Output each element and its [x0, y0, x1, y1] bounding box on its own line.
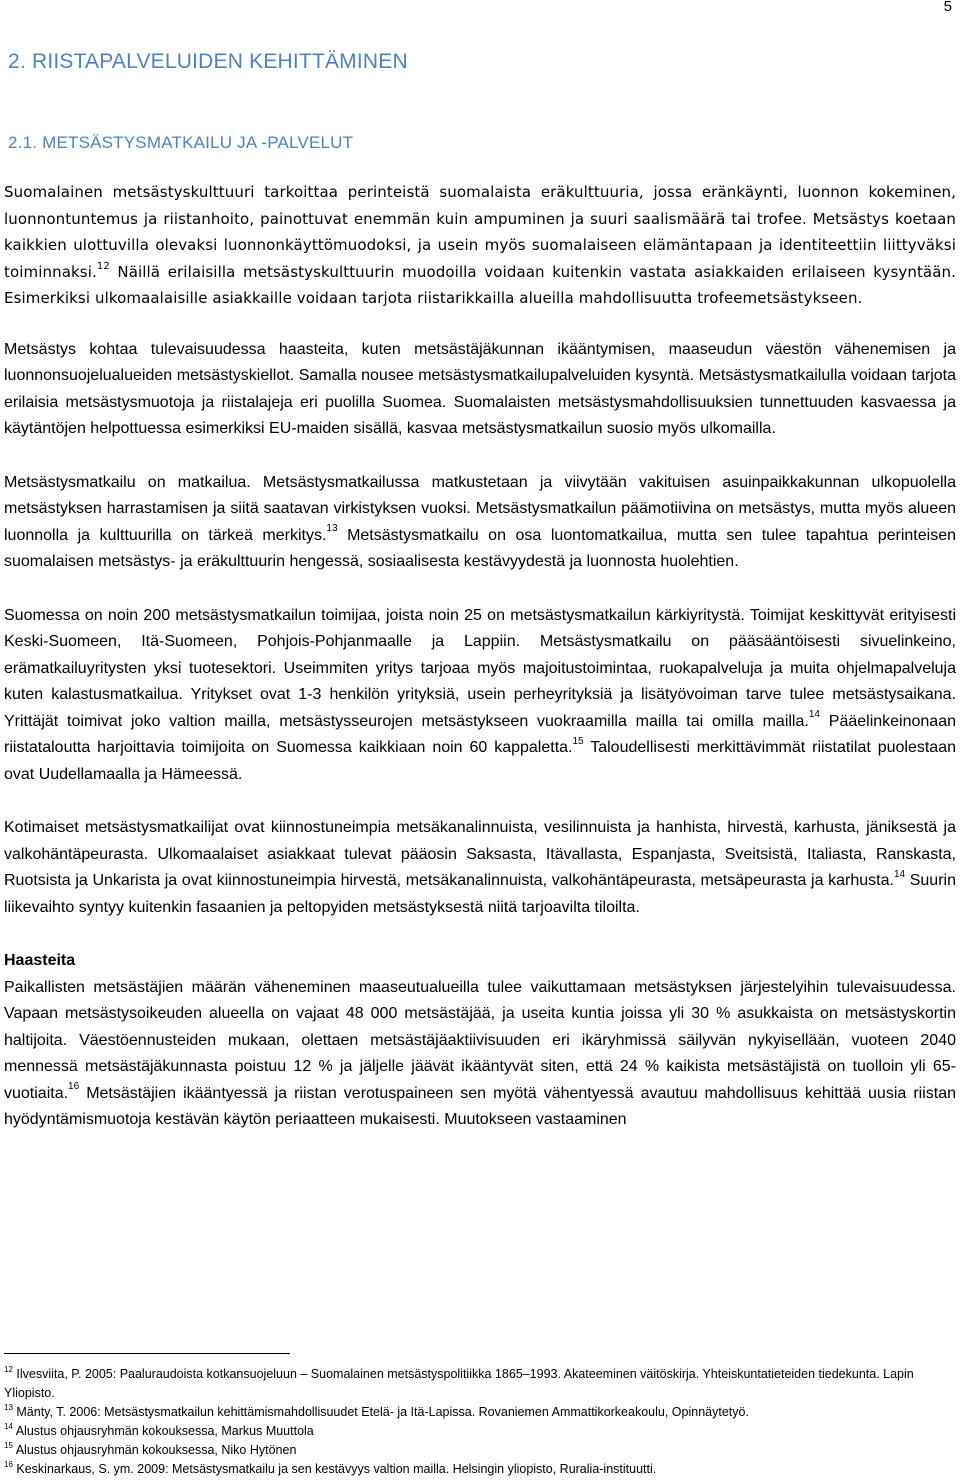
- paragraph-6-text-a: Paikallisten metsästäjien määrän väheneminen maaseutualueilla tulee vaikuttamaan metsästyksen järjestelyihin tulevaisuudessa. Vapaan metsästysoikeuden alueella on vajaat 48 000 metsästäjää, ja useita kuntia joissa yli 30 % asukkaista on metsästyskortin haltijoita. Väestöennusteiden mukaan, olettaen metsästäjäaktiivisuuden eri ikäryhmissä säilyvän nykyisellään, vuoteen 2040 mennessä metsästäjäkunnasta poistuu 12 % ja jäljelle jäävät ikääntyvät siten, että 24 % kaikista metsästäjistä on tuolloin yli 65-vuotiaita.: [4, 978, 956, 1102]
- footnote-number: 13: [4, 1402, 13, 1412]
- footnote-number: 12: [4, 1364, 13, 1374]
- footnote-text: Mänty, T. 2006: Metsästysmatkailun kehittämismahdollisuudet Etelä- ja Itä-Lapissa. Rovaniemen Ammattikorkeakoulu, Opinnäytetyö.: [16, 1405, 749, 1419]
- footnote-text: Alustus ohjausryhmän kokouksessa, Niko Hytönen: [15, 1443, 297, 1457]
- paragraph-1-text-a: Suomalainen metsästyskulttuuri tarkoittaa perinteistä suomalaista eräkulttuuria, jossa eränkäynti, luonnon kokeminen, luonnontuntemus ja riistanhoito, painottuvat enemmän kuin ampuminen ja suuri saalismäärä tai trofee. Metsästys koetaan kaikkien ulottuvilla olevaksi luonnonkäyttömuodoksi, ja usein myös suomalaiseen elämäntapaan ja identiteettiin liittyväksi toiminnaksi.: [4, 183, 956, 281]
- paragraph-1: [4, 179, 956, 312]
- paragraph-4-text-c: Taloudellisesti merkittävimmät riistatilat puolestaan ovat Uudellamaalla ja Hämeessä.: [4, 739, 956, 783]
- footnote-16: [4, 1460, 956, 1479]
- footnotes: [4, 1365, 956, 1479]
- paragraph-3-text-b: Metsästysmatkailu on osa luontomatkailua, mutta sen tulee tapahtua perinteisen suomalaisen metsästys- ja eräkulttuurin hengessä, sosiaalisesta kestävyydestä ja luonnosta huolehtien.: [4, 526, 957, 570]
- paragraph-4-text-a: Suomessa on noin 200 metsästysmatkailun toimijaa, joista noin 25 on metsästysmatkailun kärkiyritystä. Toimijat keskittyvät erityisesti Keski-Suomeen, Itä-Suomeen, Pohjois-Pohjanmaalle ja Lappiin. Metsästysmatkailu on pääsääntöisesti sivuelinkeino, erämatkailuyritysten yksi tuotesektori. Useimmiten yritys tarjoaa myös majoitustoimintaa, ruokapalveluja ja muita ohjelmapalveluja kuten kalastusmatkailua. Yritykset ovat 1-3 henkilön yrityksiä, usein perheyrityksiä ja lisätyövoiman tarve tulee metsästysaikana. Yrittäjät toimivat joko valtion mailla, metsästysseurojen metsästykseen vuokraamilla mailla tai omilla mailla.: [4, 606, 956, 730]
- footnote-ref-14b[interactable]: 14: [893, 868, 906, 880]
- footnote-text: Keskinarkaus, S. ym. 2009: Metsästysmatkailu ja sen kestävyys valtion mailla. Helsingin yliopisto, Ruralia-instituutti.: [16, 1462, 657, 1476]
- page-number: 5: [943, 0, 952, 15]
- subheading-haasteita: Haasteita: [4, 952, 76, 969]
- footnote-ref-13[interactable]: 13: [326, 523, 338, 535]
- paragraph-3-text-a: Metsästysmatkailu on matkailua. Metsästysmatkailussa matkustetaan ja viivytään vakituisen asuinpaikkakunnan ulkopuolella metsästyksen harrastamisen ja siitä saatavan virkistyksen vuoksi. Metsästysmatkailun päämotiivina on metsästys, mutta myös alueen luonnolla ja kulttuurilla on tärkeä merkitys.: [4, 473, 956, 544]
- paragraph-6: [4, 948, 956, 1134]
- footnote-14: [4, 1422, 956, 1441]
- footnote-number: 16: [4, 1459, 13, 1469]
- paragraph-4: [4, 603, 956, 789]
- body-text: [4, 179, 956, 1134]
- footnote-text: Ilvesviita, P. 2005: Paaluraudoista kotkansuojeluun – Suomalainen metsästyspolitiikka 1865–1993. Akateeminen väitöskirja. Yhteiskuntatieteiden tiedekunta. Lapin Yliopisto.: [4, 1367, 914, 1400]
- footnote-ref-12[interactable]: 12: [96, 260, 110, 272]
- paragraph-1-text-b: Näillä erilaisilla metsästyskulttuurin muodoilla voidaan kuitenkin vastata asiakkaiden erilaiseen kysyntään. Esimerkiksi ulkomaalaisille asiakkaille voidaan tarjota riistarikkailla alueilla mahdollisuutta trofeemetsästykseen.: [4, 262, 956, 307]
- paragraph-3: [4, 470, 956, 576]
- footnote-ref-14[interactable]: 14: [808, 709, 820, 721]
- footnote-number: 15: [4, 1440, 13, 1450]
- footnote-ref-15[interactable]: 15: [572, 735, 584, 747]
- footnote-number: 14: [4, 1421, 13, 1431]
- footnote-13: [4, 1403, 956, 1422]
- paragraph-4-text-b: Pääelinkeinonaan riistataloutta harjoittavia toimijoita on Suomessa kaikkiaan noin 60 kappaletta.: [4, 712, 956, 756]
- footnote-12: [4, 1365, 956, 1403]
- footnote-divider: [4, 1353, 290, 1354]
- paragraph-5-text-a: Kotimaiset metsästysmatkailijat ovat kiinnostuneimpia metsäkanalinnuista, vesilinnuista ja hanhista, hirvestä, karhusta, jäniksestä ja valkohäntäpeurasta. Ulkomaalaiset asiakkaat tulevat pääosin Saksasta, Itävallasta, Espanjasta, Sveitsistä, Italiasta, Ranskasta, Ruotsista ja Unkarista ja ovat kiinnostuneimpia hirvestä, metsäkanalinnuista, valkohäntäpeurasta, metsäpeurasta ja karhusta.: [4, 819, 956, 889]
- footnote-ref-16[interactable]: 16: [68, 1081, 80, 1093]
- paragraph-2: Metsästys kohtaa tulevaisuudessa haasteita, kuten metsästäjäkunnan ikääntymisen, maaseudun väestön vähenemisen ja luonnonsuojelualueiden metsästyskiellot. Samalla nousee metsästysmatkailupalveluiden kysyntä. Metsästysmatkailulla voidaan tarjota erilaisia metsästysmuotoja ja riistalajeja eri puolilla Suomea. Suomalaisten metsästysmahdollisuuksien tunnettuuden kasvaessa ja käytäntöjen helpottuessa esimerkiksi EU-maiden sisällä, kasvaa metsästysmatkailun suosio myös ulkomailla.: [4, 340, 956, 437]
- footnote-text: Alustus ohjausryhmän kokouksessa, Markus Muuttola: [15, 1424, 314, 1438]
- paragraph-6-text-b: Metsästäjien ikääntyessä ja riistan verotuspaineen sen myötä vähentyessä avautuu mahdollisuus kehittää uusia riistan hyödyntämismuotoja kestävän käytön periaatteen mukaisesti. Muutokseen vastaaminen: [4, 1084, 956, 1128]
- footnote-15: [4, 1441, 956, 1460]
- chapter-heading: 2. RIISTAPALVELUIDEN KEHITTÄMINEN: [8, 50, 408, 73]
- section-heading: 2.1. METSÄSTYSMATKAILU JA -PALVELUT: [8, 133, 354, 152]
- paragraph-5-text-b: Suurin liikevaihto syntyy kuitenkin fasaanien ja peltopyiden metsästyksestä niitä tarjoavilta tiloilta.: [4, 872, 956, 916]
- paragraph-5: [4, 815, 956, 921]
